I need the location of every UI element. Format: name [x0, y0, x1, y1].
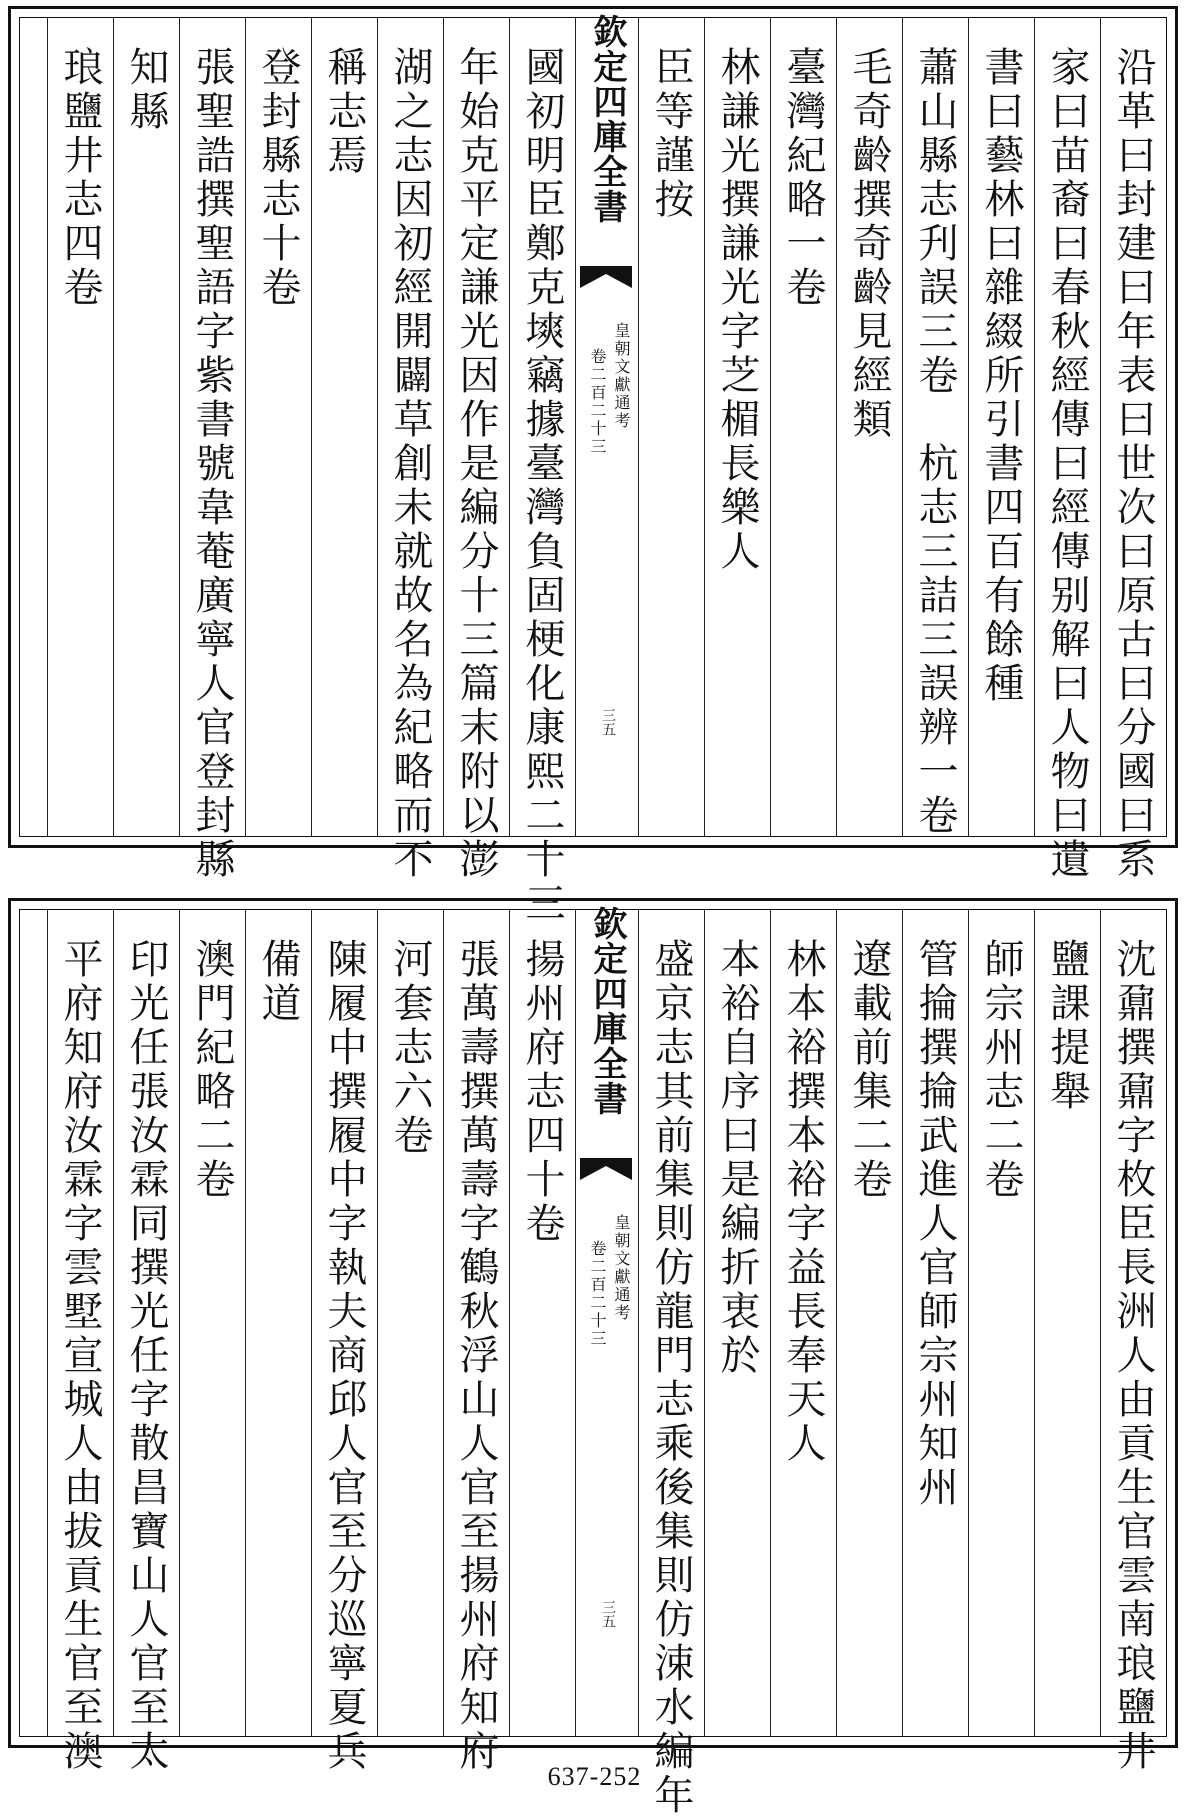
column-text: 河套志六卷 — [387, 938, 433, 1158]
column-text: 毛奇齡撰奇齡見經類 — [846, 46, 892, 442]
top-page-frame — [19, 14, 1167, 926]
text-column — [638, 910, 704, 1818]
column-text: 稱志焉 — [321, 46, 367, 178]
volume-number: 卷二百二十三 — [588, 1240, 607, 1348]
column-text: 登封縣志十卷 — [255, 46, 301, 310]
text-column — [704, 910, 770, 1736]
text-column — [311, 18, 377, 836]
column-text: 揚州府志四十卷 — [519, 938, 565, 1246]
text-column — [443, 18, 509, 882]
fold-center — [575, 14, 638, 836]
column-text: 年始克平定謙光因作是編分十三篇末附以澎 — [453, 46, 499, 882]
text-column — [836, 910, 902, 1736]
column-text: 印光任張汝霖同撰光任字散昌寶山人官至太 — [123, 938, 169, 1774]
page-number: 637-252 — [547, 1762, 642, 1791]
text-column — [509, 18, 575, 926]
text-column — [770, 910, 836, 1736]
text-column — [245, 18, 311, 836]
text-column — [1100, 18, 1166, 882]
fishtail-mark — [580, 1158, 632, 1180]
text-column — [113, 18, 179, 836]
leaf-number: 三五 — [600, 708, 616, 736]
text-column — [179, 910, 245, 1736]
volume-number: 卷二百二十三 — [588, 348, 607, 456]
text-column — [443, 910, 509, 1774]
column-text: 師宗州志二卷 — [978, 938, 1024, 1202]
column-text: 沈鼐撰鼐字枚臣長洲人由貢生官雲南琅鹽井 — [1110, 938, 1156, 1774]
column-text: 鹽課提舉 — [1044, 938, 1090, 1114]
column-text: 臺灣紀略一卷 — [780, 46, 826, 310]
text-column — [377, 910, 443, 1736]
fishtail-mark — [580, 266, 632, 288]
column-text: 書曰藝林曰雜綴所引書四百有餘種 — [978, 46, 1024, 706]
text-column — [638, 18, 704, 836]
column-text: 遼載前集二卷 — [846, 938, 892, 1202]
text-column — [1034, 18, 1100, 882]
top-page — [8, 6, 1178, 926]
text-column — [902, 18, 968, 836]
column-text: 盛京志其前集則仿龍門志乘後集則仿涑水編年 — [648, 938, 694, 1818]
text-column — [1034, 910, 1100, 1736]
text-column — [770, 18, 836, 836]
column-text: 本裕自序曰是編折衷於 — [714, 938, 760, 1378]
column-text: 沿革曰封建曰年表曰世次曰原古曰分國曰系 — [1110, 46, 1156, 882]
column-text: 林本裕撰本裕字益長奉天人 — [780, 938, 826, 1466]
section-title: 皇朝文獻通考 — [612, 322, 631, 430]
column-text: 蕭山縣志刋誤三卷 杭志三詰三誤辨一卷 — [912, 46, 958, 838]
column-text: 平府知府汝霖字雲墅宣城人由拔貢生官至澳 — [57, 938, 103, 1774]
column-text: 國初明臣鄭克塽竊據臺灣負固梗化康熙二十三 — [519, 46, 565, 926]
column-text: 備道 — [255, 938, 301, 1026]
column-text: 林謙光撰謙光字芝楣長樂人 — [714, 46, 760, 574]
text-column — [1100, 910, 1166, 1774]
column-text: 陳履中撰履中字執夫商邱人官至分巡寧夏兵 — [321, 938, 367, 1774]
text-column — [179, 18, 245, 882]
text-column — [377, 18, 443, 882]
text-column — [311, 910, 377, 1774]
column-text: 管掄撰掄武進人官師宗州知州 — [912, 938, 958, 1510]
leaf-number: 三五 — [600, 1600, 616, 1628]
text-column — [968, 18, 1034, 836]
text-column — [47, 18, 113, 836]
top-columns — [20, 14, 1166, 926]
section-title: 皇朝文獻通考 — [612, 1214, 631, 1322]
text-column — [47, 910, 113, 1774]
text-column — [704, 18, 770, 836]
column-text: 臣等謹按 — [648, 46, 694, 222]
column-text: 琅鹽井志四卷 — [57, 46, 103, 310]
text-column — [113, 910, 179, 1774]
book-title: 欽定四庫全書 — [587, 14, 627, 224]
text-column — [245, 910, 311, 1736]
column-text: 張聖誥撰聖語字紫書號韋菴廣寧人官登封縣 — [189, 46, 235, 882]
column-text: 澳門紀略二卷 — [189, 938, 235, 1202]
book-title: 欽定四庫全書 — [587, 906, 627, 1116]
column-text: 知縣 — [123, 46, 169, 134]
column-text: 張萬壽撰萬壽字鶴秋浮山人官至揚州府知府 — [453, 938, 499, 1774]
text-column — [902, 910, 968, 1736]
text-column — [509, 910, 575, 1736]
text-column — [968, 910, 1034, 1736]
column-text: 湖之志因初經開闢草創未就故名為紀略而不 — [387, 46, 433, 882]
fold-center — [575, 906, 638, 1736]
column-text: 家曰苗裔曰春秋經傳曰經傳别解曰人物曰遺 — [1044, 46, 1090, 882]
text-column — [836, 18, 902, 836]
